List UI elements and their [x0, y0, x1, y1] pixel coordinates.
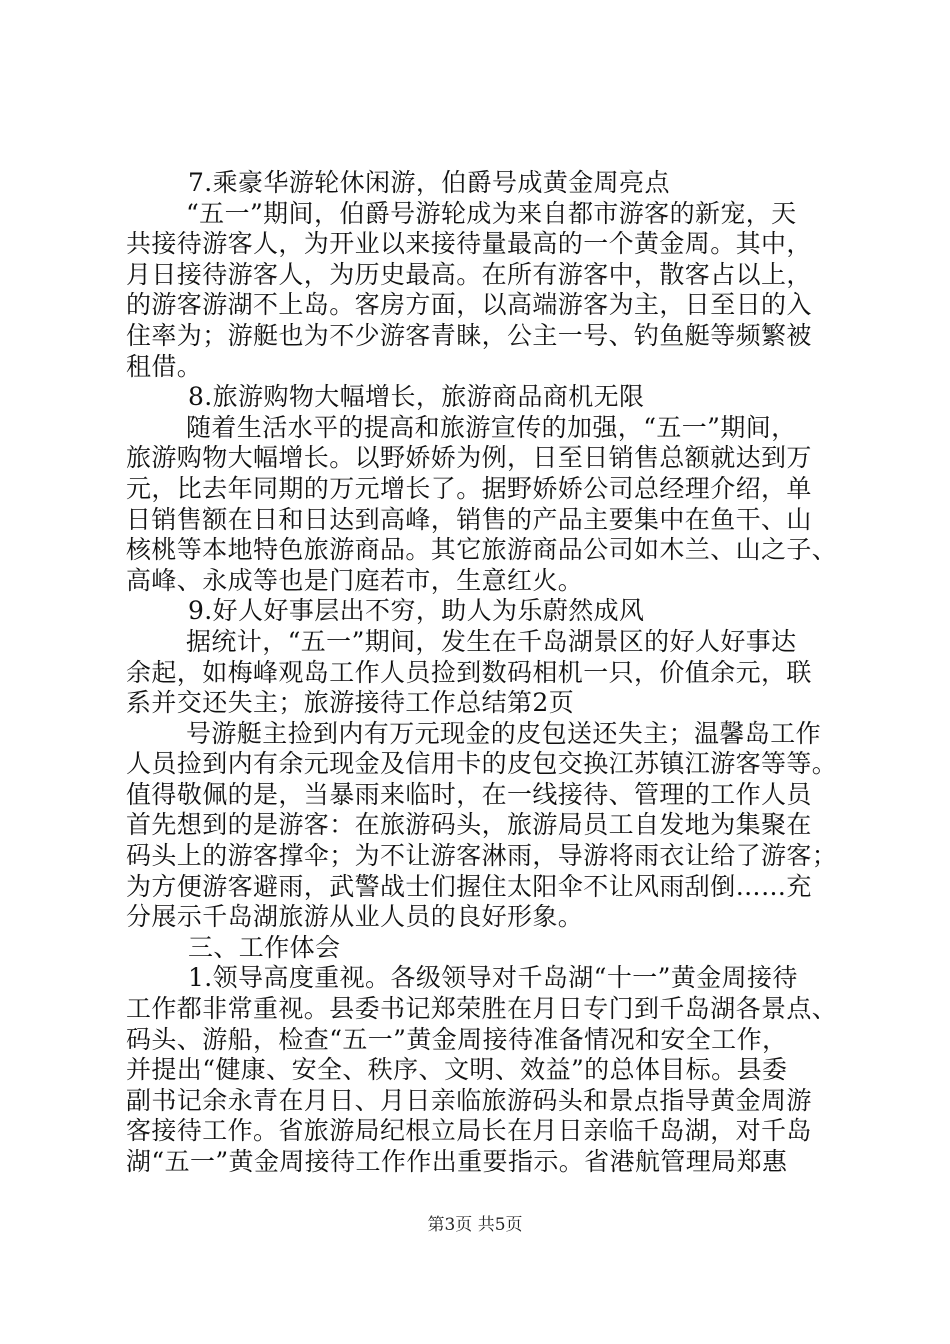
paragraph-line: 旅游购物大幅增长。以野娇娇为例，日至日销售总额就达到万 [126, 443, 812, 473]
paragraph-line: 的游客游湖不上岛。客房方面，以高端游客为主，日至日的入 [126, 290, 812, 320]
paragraph-line: 码头上的游客撑伞；为不让游客淋雨，导游将雨衣让给了游客； [126, 841, 838, 871]
paragraph-line: 码头、游船，检查“五一”黄金周接待准备情况和安全工作， [126, 1024, 788, 1054]
paragraph-line: “五一”期间，伯爵号游轮成为来自都市游客的新宠，天 [186, 198, 797, 228]
paragraph-line: 并提出“健康、安全、秩序、文明、效益”的总体目标。县委 [126, 1055, 788, 1085]
paragraph-line: 工作都非常重视。县委书记郑荣胜在月日专门到千岛湖各景点、 [126, 994, 838, 1024]
paragraph-line: 副书记余永青在月日、月日亲临旅游码头和景点指导黄金周游 [126, 1085, 812, 1115]
paragraph-line: 余起，如梅峰观岛工作人员捡到数码相机一只，价值余元，联 [126, 657, 812, 687]
paragraph-line: 客接待工作。省旅游局纪根立局长在月日亲临千岛湖，对千岛 [126, 1116, 812, 1146]
paragraph-line: 1.领导高度重视。各级领导对千岛湖“十一”黄金周接待 [188, 963, 798, 993]
paragraph-line: 首先想到的是游客：在旅游码头，旅游局员工自发地为集聚在 [126, 810, 812, 840]
paragraph-line: 租借。 [126, 351, 203, 381]
page-footer: 第3页 共5页 [427, 1215, 523, 1235]
section-heading-7: 7.乘豪华游轮休闲游，伯爵号成黄金周亮点 [188, 168, 670, 197]
paragraph-line: 值得敬佩的是，当暴雨来临时，在一线接待、管理的工作人员 [126, 779, 812, 809]
document-body [126, 168, 836, 1178]
paragraph-line: 湖“五一”黄金周接待工作作出重要指示。省港航管理局郑惠 [126, 1147, 788, 1176]
paragraph-line: 为方便游客避雨，武警战士们握住太阳伞不让风雨刮倒……充 [126, 871, 812, 901]
paragraph-line: 随着生活水平的提高和旅游宣传的加强，“五一”期间， [186, 412, 797, 442]
paragraph-line: 据统计，“五一”期间，发生在千岛湖景区的好人好事达 [186, 626, 797, 656]
section-heading-9: 9.好人好事层出不穷，助人为乐蔚然成风 [188, 596, 645, 626]
paragraph-line: 月日接待游客人，为历史最高。在所有游客中，散客占以上， [126, 259, 812, 289]
paragraph-line: 核桃等本地特色旅游商品。其它旅游商品公司如木兰、山之子、 [126, 535, 838, 565]
paragraph-line: 分展示千岛湖旅游从业人员的良好形象。 [126, 902, 584, 932]
section-heading-8: 8.旅游购物大幅增长，旅游商品商机无限 [188, 382, 645, 412]
paragraph-line: 住率为；游艇也为不少游客青睐，公主一号、钓鱼艇等频繁被 [126, 320, 812, 350]
paragraph-line: 号游艇主捡到内有万元现金的皮包送还失主；温馨岛工作 [186, 718, 822, 748]
section-heading-3: 三、工作体会 [188, 932, 341, 962]
paragraph-line: 系并交还失主；旅游接待工作总结第2页 [126, 688, 575, 718]
paragraph-line: 共接待游客人，为开业以来接待量最高的一个黄金周。其中， [126, 229, 812, 259]
paragraph-line: 元，比去年同期的万元增长了。据野娇娇公司总经理介绍，单 [126, 473, 812, 503]
paragraph-line: 日销售额在日和日达到高峰，销售的产品主要集中在鱼干、山 [126, 504, 812, 534]
paragraph-line: 人员捡到内有余元现金及信用卡的皮包交换江苏镇江游客等等。 [126, 749, 838, 779]
paragraph-line: 高峰、永成等也是门庭若市，生意红火。 [126, 565, 584, 595]
